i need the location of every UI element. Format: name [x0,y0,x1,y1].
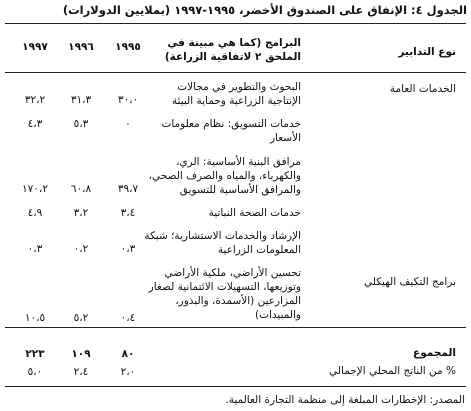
gdp-share-label: % من الناتج المحلي الإجمالي [329,365,456,377]
header-year-1996: ١٩٩٦ [68,41,94,53]
row-3-program-line-2: والكهرباء، والمياه والصرف الصحي، [148,170,301,182]
total-label: المجموع [413,347,456,359]
row-2-program-line-1: خدمات التسويق: نظام معلومات [161,118,301,130]
row-3-value-1995: ٣٩،٧ [117,183,139,195]
row-4-program-line-1: خدمات الصحة النباتية [208,207,301,219]
row-5-value-1997: ٠،٣ [27,243,43,255]
row-5-value-1996: ٠،٢ [73,243,89,255]
row-4-value-1997: ٤،٩ [27,207,43,219]
row-6-value-1996: ٥،٢ [73,312,89,324]
group-structural-adjustment: برامج التكيف الهيكلي [364,276,456,288]
gdp-value-1996: ٢،٤ [73,366,89,378]
row-6-program-line-2: وتوزيعها، التسهيلات الائتمانية لصغار [148,281,301,293]
row-5-program-line-2: المعلومات الزراعية [217,244,301,256]
row-4-value-1995: ٣،٤ [120,207,136,219]
row-3-program-line-3: والمرافق الأساسية للتسويق [179,184,301,196]
row-5-program-line-1: الإرشاد والخدمات الاستشارية؛ شبكة [144,230,301,242]
header-year-1995: ١٩٩٥ [115,41,141,53]
body-rule [5,327,466,328]
row-3-program-line-1: مرافق البنية الأساسية: الري، [176,156,301,168]
row-6-program-line-4: والمبيدات) [254,309,301,321]
row-6-value-1997: ١٠،٥ [24,312,46,324]
row-2-program-line-2: الأسعار [269,132,301,144]
bottom-rule [5,386,466,387]
row-5-value-1995: ٠،٣ [120,243,136,255]
header-programs-line-2: الملحق ٢ لاتفاقية الزراعة) [164,51,301,63]
total-value-1997: ٢٢٣ [25,348,45,360]
row-2-value-1996: ٥،٣ [73,118,89,130]
row-1-value-1997: ٣٢،٢ [24,94,46,106]
row-2-value-1995: ٠ [125,118,131,130]
row-6-program-line-1: تحسين الأراضي، ملكية الأراضي [164,267,301,279]
source-note: المصدر: الإخطارات المبلغة إلى منظمة التجارة العالمية. [225,394,465,406]
row-1-value-1995: ٣٠،٠ [117,94,139,106]
header-measure-type: نوع التدابير [398,46,456,58]
gdp-value-1997: ٥،٠ [27,366,43,378]
row-3-value-1997: ١٧٠،٢ [22,183,48,195]
group-general-services: الخدمات العامة [389,83,456,95]
header-rule [5,72,466,73]
row-6-value-1995: ٠،٤ [120,312,136,324]
gdp-value-1995: ٢،٠ [120,366,136,378]
row-6-program-line-3: المزارعين (الأسمدة، والبذور، [175,295,301,307]
top-rule [5,23,466,24]
row-3-value-1996: ٦٠،٨ [70,183,92,195]
total-value-1996: ١٠٩ [71,348,91,360]
header-programs-line-1: البرامج (كما هي مبينة في [167,37,301,49]
header-year-1997: ١٩٩٧ [22,41,48,53]
total-value-1995: ٨٠ [121,348,135,360]
row-2-value-1997: ٤،٣ [27,118,43,130]
row-1-program-line-1: البحوث والتطوير في مجالات [177,81,301,93]
table-title: الجدول ٤: الإنفاق على الصندوق الأخضر، ١٩٩٥-١٩٩٧ (بملايين الدولارات) [62,3,467,17]
row-1-program-line-2: الإنتاجية الزراعية وحماية البيئة [171,95,301,107]
row-1-value-1996: ٣١،٣ [70,94,92,106]
row-4-value-1996: ٣،٢ [73,207,89,219]
